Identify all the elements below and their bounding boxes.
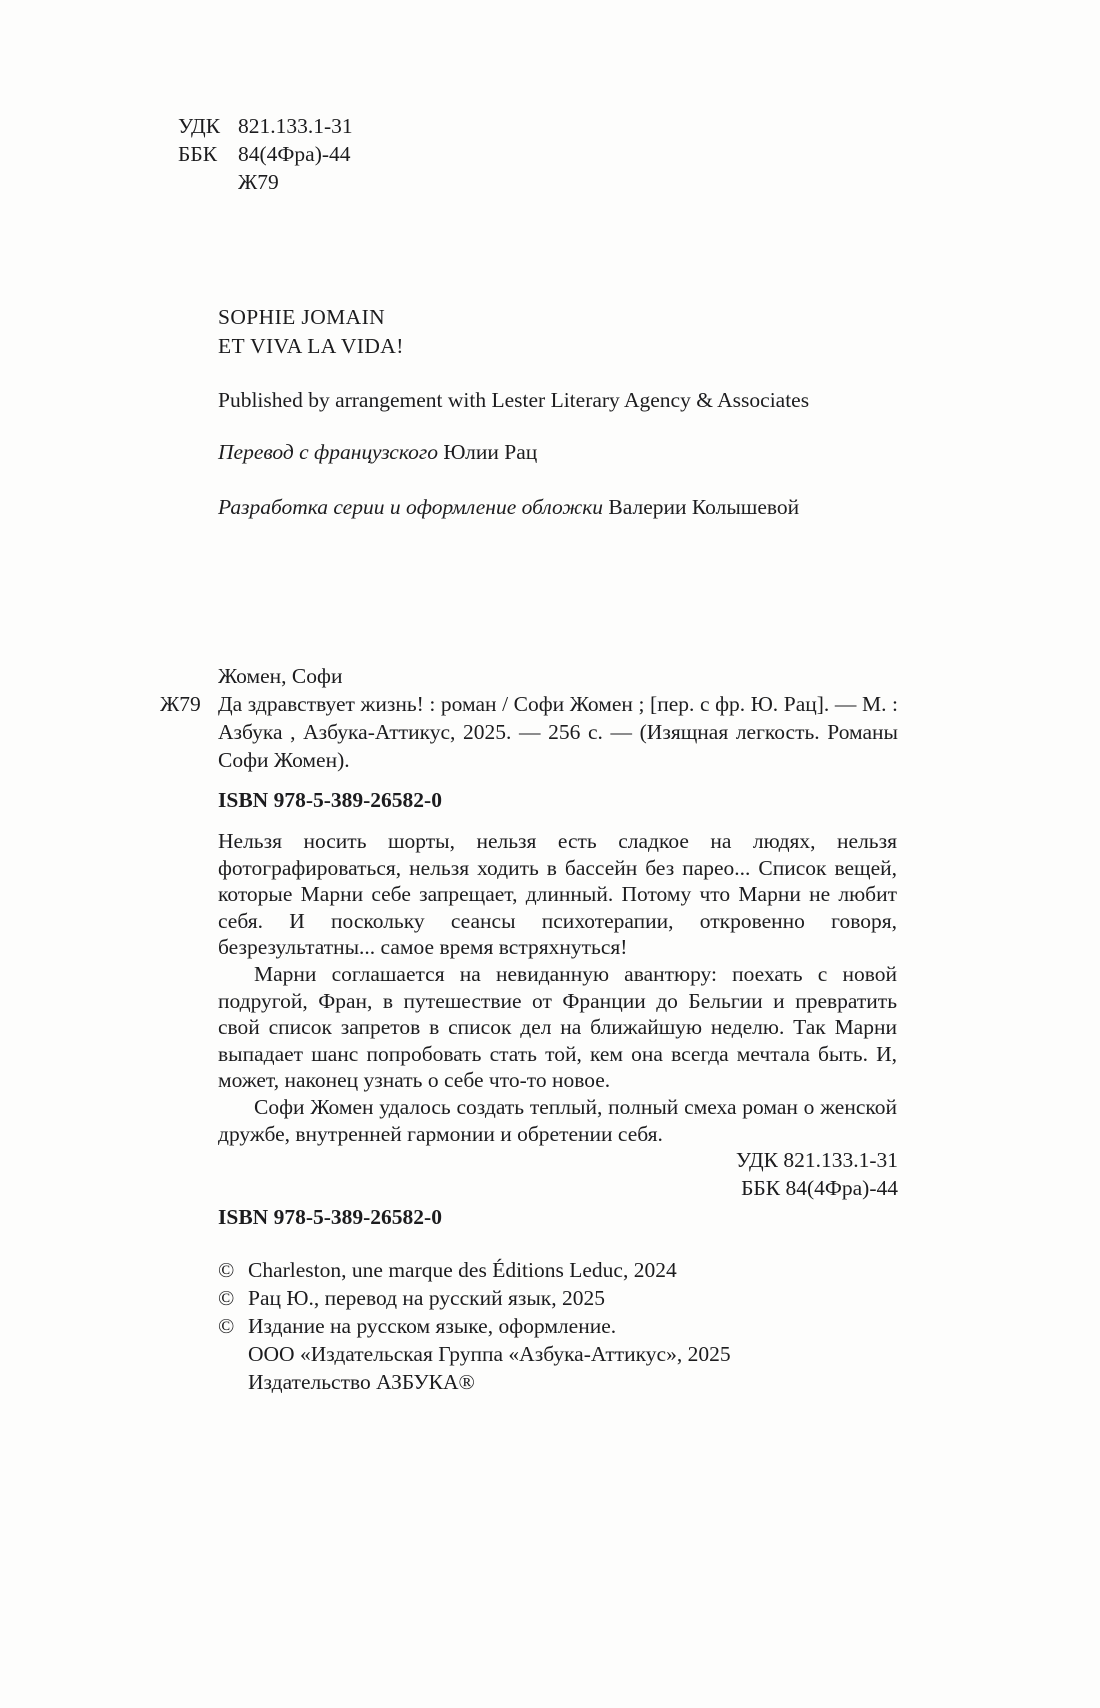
translator-name: Юлии Рац	[443, 440, 538, 464]
original-title-block	[218, 303, 404, 361]
udk-label: УДК	[178, 114, 221, 138]
udk-value: 821.133.1-31	[238, 114, 353, 138]
publisher-line: ООО «Издательская Группа «Азбука-Аттикус», 2025	[248, 1342, 731, 1366]
copyright-line	[218, 1256, 958, 1284]
copyright-text: Издание на русском языке, оформление.	[248, 1314, 617, 1338]
copyright-line	[218, 1284, 958, 1312]
catalog-author-heading: Жомен, Софи	[218, 664, 343, 688]
catalog-description: Да здравствует жизнь! : роман / Софи Жомен ; [пер. с фр. Ю. Рац]. — М. : Азбука , Азбука-Аттикус, 2025. — 256 с. — (Изящная легкость. Романы Софи Жомен).	[218, 692, 898, 772]
bbk-row	[178, 140, 353, 168]
copyright-line	[218, 1312, 958, 1340]
original-author: SOPHIE JOMAIN	[218, 305, 386, 329]
translation-role: Перевод с французского	[218, 440, 438, 464]
annotation-paragraph: Софи Жомен удалось создать теплый, полный смеха роман о женской дружбе, внутренней гармонии и обретении себя.	[218, 1094, 897, 1146]
author-sign: Ж79	[238, 170, 279, 194]
designer-name: Валерии Колышевой	[608, 495, 800, 519]
copyright-text: Рац Ю., перевод на русский язык, 2025	[248, 1286, 605, 1310]
copyright-text: Charleston, une marque des Éditions Leduc, 2024	[248, 1258, 677, 1282]
udk-row	[178, 112, 353, 140]
copyright-symbol: ©	[218, 1258, 235, 1282]
isbn-top: ISBN 978-5-389-26582-0	[218, 788, 442, 812]
copyright-symbol: ©	[218, 1286, 235, 1310]
catalog-author-sign: Ж79	[160, 692, 201, 716]
bottom-udk: УДК 821.133.1-31	[735, 1148, 898, 1172]
bottom-bbk: ББК 84(4Фра)-44	[741, 1176, 898, 1200]
bottom-cataloguing-index	[218, 1146, 898, 1202]
original-title: ET VIVA LA VIDA!	[218, 334, 404, 358]
design-credit	[218, 493, 918, 521]
copyright-block	[218, 1256, 958, 1396]
isbn-bottom: ISBN 978-5-389-26582-0	[218, 1205, 442, 1229]
publisher-brand-line: Издательство АЗБУКА®	[248, 1370, 475, 1394]
copyright-symbol: ©	[218, 1314, 235, 1338]
annotation-paragraph: Нельзя носить шорты, нельзя есть сладкое на людях, нельзя фотографироваться, нельзя ходить в бассейн без парео... Список вещей, которые Марни себе запрещает, длинный. Потому что Марни не любит себя. И поскольку сеансы психотерапии, откровенно говоря, безрезультатны... самое время встряхнуться!	[218, 829, 897, 960]
annotation-paragraph: Марни соглашается на невиданную авантюру: поехать с новой подругой, Фран, в путешествие от Франции до Бельгии и превратить свой список запретов в список дел на ближайшую неделю. Так Марни выпадает шанс попробовать стать той, кем она всегда мечтала быть. И, может, наконец узнать о себе что-то новое.	[218, 961, 897, 1093]
design-role: Разработка серии и оформление обложки	[218, 495, 604, 519]
annotation	[218, 828, 897, 1147]
bbk-label: ББК	[178, 142, 218, 166]
rights-line: Published by arrangement with Lester Literary Agency & Associates	[218, 388, 810, 412]
translation-credit	[218, 438, 918, 466]
bbk-value: 84(4Фра)-44	[238, 142, 351, 166]
catalog-entry	[160, 690, 900, 774]
cataloguing-index	[178, 112, 353, 196]
